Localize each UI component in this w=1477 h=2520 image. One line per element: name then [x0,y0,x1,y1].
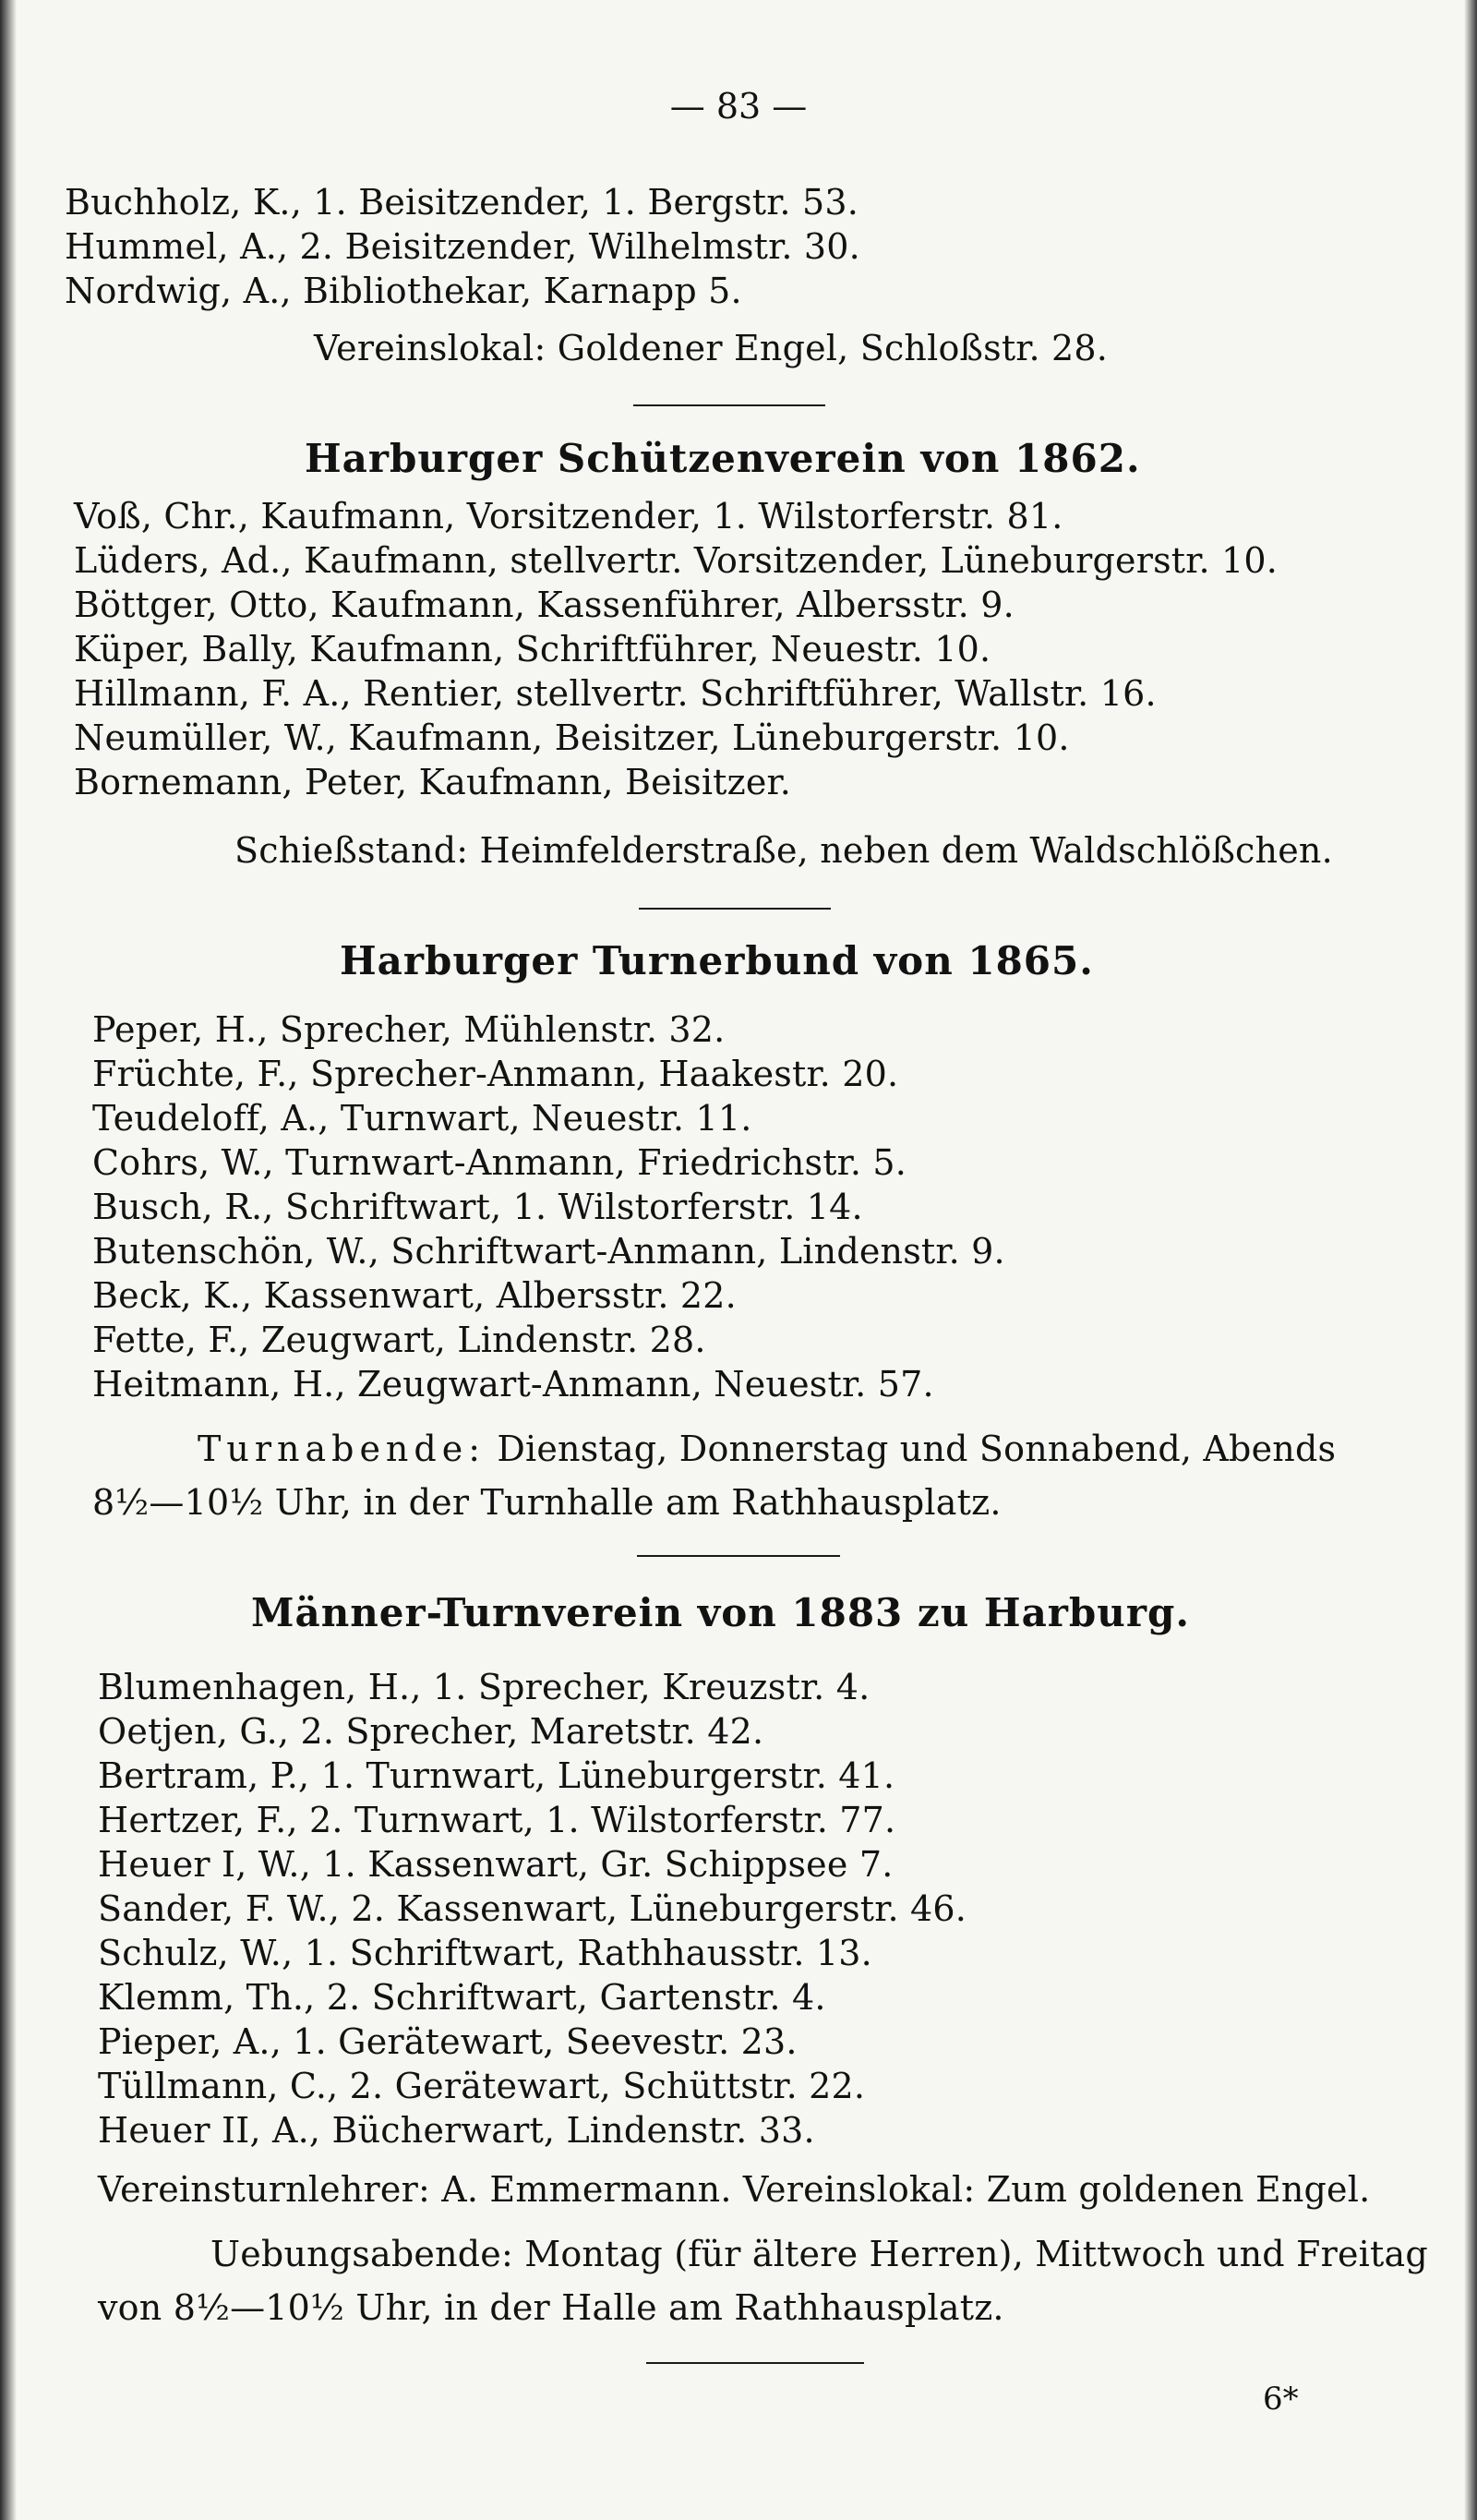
entry-line: Heuer I, W., 1. Kassenwart, Gr. Schippsee 7. [98,1844,894,1885]
entry-line: Voß, Chr., Kaufmann, Vorsitzender, 1. Wilstorferstr. 81. [74,496,1063,537]
entry-line: Tüllmann, C., 2. Gerätewart, Schüttstr. 22. [98,2066,866,2106]
shooting-range-note: Schießstand: Heimfelderstraße, neben dem Waldschlößchen. [234,830,1333,871]
entry-line: Bornemann, Peter, Kaufmann, Beisitzer. [74,762,792,802]
club-venue-note: Vereinslokal: Goldener Engel, Schloßstr. 28. [314,328,1109,368]
entry-line: Hillmann, F. A., Rentier, stellvertr. Schriftführer, Wallstr. 16. [74,673,1157,714]
entry-line: Lüders, Ad., Kaufmann, stellvertr. Vorsitzender, Lüneburgerstr. 10. [74,540,1279,581]
entry-line: Blumenhagen, H., 1. Sprecher, Kreuzstr. 4. [98,1667,871,1707]
entry-line: Teudeloff, A., Turnwart, Neuestr. 11. [92,1098,752,1139]
entry-line: Küper, Bally, Kaufmann, Schriftführer, Neuestr. 10. [74,629,991,669]
entry-line: Buchholz, K., 1. Beisitzender, 1. Bergstr. 53. [65,182,859,223]
entry-line: Sander, F. W., 2. Kassenwart, Lüneburgerstr. 46. [98,1888,967,1929]
entry-line: Beck, K., Kassenwart, Albersstr. 22. [92,1275,737,1316]
page-number: — 83 — [669,86,808,127]
entry-line: Bertram, P., 1. Turnwart, Lüneburgerstr. 41. [98,1755,895,1796]
entry-line: Nordwig, A., Bibliothekar, Karnapp 5. [65,271,742,311]
entry-line: Cohrs, W., Turnwart-Anmann, Friedrichstr. 5. [92,1142,907,1183]
section-divider [633,404,825,406]
practice-times-text: von 8½—10½ Uhr, in der Halle am Rathhausplatz. [98,2287,1004,2328]
entry-line: Heuer II, A., Bücherwart, Lindenstr. 33. [98,2110,815,2151]
entry-line: Hertzer, F., 2. Turnwart, 1. Wilstorferstr. 77. [98,1800,896,1840]
entry-line: Fette, F., Zeugwart, Lindenstr. 28. [92,1320,706,1360]
page-edge-right [1464,0,1477,2520]
practice-times-text: 8½—10½ Uhr, in der Turnhalle am Rathhausplatz. [92,1482,1002,1523]
section-title: Männer-Turnverein von 1883 zu Harburg. [251,1590,1190,1635]
practice-days-label-text: Turnabende: [198,1429,486,1469]
entry-line: Busch, R., Schriftwart, 1. Wilstorferstr. 14. [92,1187,863,1227]
entry-line: Butenschön, W., Schriftwart-Anmann, Lindenstr. 9. [92,1231,1005,1272]
section-title: Harburger Schützenverein von 1862. [305,436,1141,481]
entry-line: Peper, H., Sprecher, Mühlenstr. 32. [92,1009,726,1050]
signature-mark: 6* [1263,2381,1299,2418]
entry-line: Pieper, A., 1. Gerätewart, Seevestr. 23. [98,2021,798,2062]
teacher-and-venue-note: Vereinsturnlehrer: A. Emmermann. Vereinslokal: Zum goldenen Engel. [98,2169,1371,2210]
practice-days-text: Uebungsabende: Montag (für ältere Herren), Mittwoch und Freitag [210,2234,1428,2274]
section-divider [639,908,831,910]
entry-line: Hummel, A., 2. Beisitzender, Wilhelmstr. 30. [65,226,860,267]
entry-line: Böttger, Otto, Kaufmann, Kassenführer, Albersstr. 9. [74,585,1015,625]
practice-days-text: Dienstag, Donnerstag und Sonnabend, Abends [497,1429,1337,1469]
entry-line: Neumüller, W., Kaufmann, Beisitzer, Lüneburgerstr. 10. [74,717,1070,758]
page-edge-left [0,0,17,2520]
practice-days-label [198,1428,1336,1470]
entry-line: Klemm, Th., 2. Schriftwart, Gartenstr. 4. [98,1977,826,2018]
entry-line: Schulz, W., 1. Schriftwart, Rathhausstr. 13. [98,1933,872,1973]
entry-line: Oetjen, G., 2. Sprecher, Maretstr. 42. [98,1711,764,1752]
entry-line: Heitmann, H., Zeugwart-Anmann, Neuestr. 57. [92,1364,934,1405]
section-divider [646,2362,864,2364]
entry-line: Früchte, F., Sprecher-Anmann, Haakestr. 20. [92,1054,899,1094]
section-divider [637,1555,840,1557]
section-title: Harburger Turnerbund von 1865. [340,938,1094,983]
